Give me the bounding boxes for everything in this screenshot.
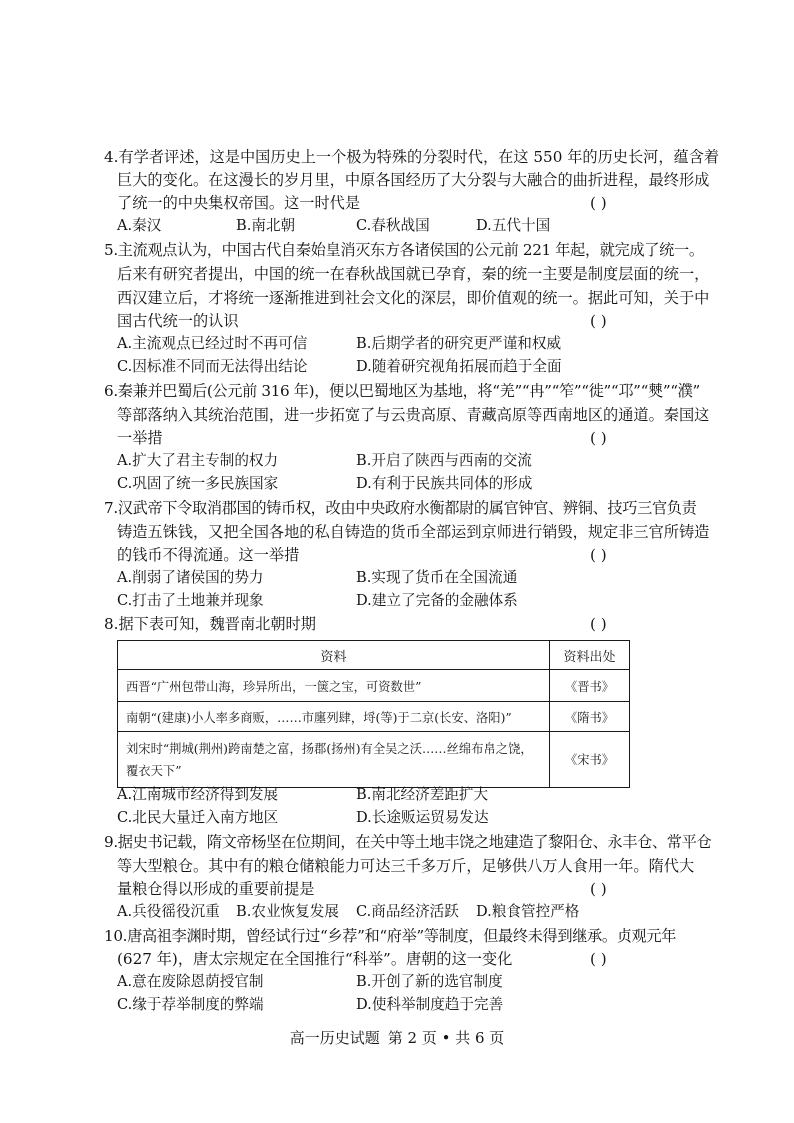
option-c: C.商品经济活跃: [356, 903, 459, 920]
option-c: C.巩固了统一多民族国家: [117, 475, 279, 492]
table-cell-source: 《隋书》: [550, 702, 630, 732]
question-text-line: 10.唐高祖李渊时期，曾经试行过“乡荐”和“府举”等制度，但最终未得到继承。贞观元年: [104, 927, 677, 945]
question-text-line: 4.有学者评述，这是中国历史上一个极为特殊的分裂时代，在这 550 年的历史长河，蕴含着: [104, 148, 720, 166]
table-cell-source: 《宋书》: [550, 732, 630, 788]
answer-paren: ( ): [590, 312, 607, 330]
question-text-line: 后来有研究者提出，中国的统一在春秋战国就已孕育，秦的统一主要是制度层面的统一，: [117, 265, 710, 283]
option-c: C.缘于荐举制度的弊端: [117, 996, 264, 1013]
option-d: D.有利于民族共同体的形成: [356, 475, 533, 492]
option-a: A.秦汉: [117, 217, 162, 234]
answer-paren: ( ): [590, 880, 607, 898]
table-cell-source: 《晋书》: [550, 670, 630, 702]
table-header-source: 资料出处: [550, 641, 630, 670]
option-c: C.春秋战国: [356, 217, 430, 234]
table-cell-material: 刘宋时“荆城(荆州)跨南楚之富，扬郡(扬州)有全吴之沃……丝绵布帛之饶，覆衣天下”: [118, 732, 550, 788]
question-text-line: 9.据史书记载，隋文帝杨坚在位期间，在关中等土地丰饶之地建造了黎阳仓、永丰仓、常平仓: [104, 833, 712, 851]
question-text-line: 了统一的中央集权帝国。这一时代是: [117, 194, 360, 212]
option-a: A.扩大了君主专制的权力: [117, 452, 279, 469]
table-cell-material: 南朝“(建康)小人率多商贩，……市廛列肆，埒(等)于二京(长安、洛阳)”: [118, 702, 550, 732]
option-d: D.粮食管控严格: [476, 903, 580, 920]
option-b: B.实现了货币在全国流通: [356, 569, 518, 586]
question-text-line: 5.主流观点认为，中国古代自秦始皇消灭东方各诸侯国的公元前 221 年起，就完成了统一。: [104, 241, 704, 259]
table-header-material: 资料: [118, 641, 550, 670]
question-text-line: 8.据下表可知，魏晋南北朝时期: [104, 615, 316, 633]
option-d: D.随着研究视角拓展而趋于全面: [356, 358, 562, 375]
question-text-line: 6.秦兼并巴蜀后(公元前 316 年)，便以巴蜀地区为基地，将“羌”“冉”“笮”“徙”“邛”“僰”“濮”: [104, 382, 700, 400]
table-header-row: [118, 641, 630, 670]
answer-paren: ( ): [590, 950, 607, 968]
table-row: [118, 732, 630, 788]
question-text-line: 的钱币不得流通。这一举措: [117, 546, 300, 564]
option-d: D.使科举制度趋于完善: [356, 996, 504, 1013]
option-b: B.后期学者的研究更严谨和权威: [356, 335, 562, 352]
answer-paren: ( ): [590, 546, 607, 564]
question-text-line: 一举措: [117, 429, 163, 447]
option-a: A.兵役徭役沉重: [117, 903, 220, 920]
option-c: C.北民大量迁入南方地区: [117, 809, 279, 826]
answer-paren: ( ): [590, 429, 607, 447]
question-text-line: 国古代统一的认识: [117, 312, 239, 330]
table-cell-material: 西晋“广州包带山海，珍异所出，一箧之宝，可资数世”: [118, 670, 550, 702]
page-number: 第 2 页 • 共 6 页: [387, 1029, 505, 1047]
question-text-line: 等部落纳入其统治范围，进一步拓宽了与云贵高原、青藏高原等西南地区的通道。秦国这: [117, 406, 710, 424]
option-b: B.南北朝: [236, 217, 296, 234]
question-text-line: 7.汉武帝下令取消郡国的铸币权，改由中央政府水衡都尉的属官钟官、辨铜、技巧三官负责: [104, 499, 697, 517]
option-b: B.农业恢复发展: [236, 903, 339, 920]
option-b: B.开启了陕西与西南的交流: [356, 452, 532, 469]
answer-paren: ( ): [590, 194, 607, 212]
exam-title: 高一历史试题: [289, 1029, 380, 1047]
option-d: D.长途贩运贸易发达: [356, 809, 489, 826]
option-c: C.打击了土地兼并现象: [117, 592, 264, 609]
option-d: D.五代十国: [476, 217, 551, 234]
option-a: A.江南城市经济得到发展: [117, 786, 279, 803]
question-text-line: 巨大的变化。在这漫长的岁月里，中原各国经历了大分裂与大融合的曲折进程，最终形成: [117, 171, 710, 189]
question-text-line: 西汉建立后，才将统一逐渐推进到社会文化的深层，即价值观的统一。据此可知，关于中: [117, 289, 710, 307]
table-row: [118, 702, 630, 732]
answer-paren: ( ): [590, 615, 607, 633]
question-text-line: 等大型粮仓。其中有的粮仓储粮能力可达三千多万斤，足够供八万人食用一年。隋代大: [117, 857, 695, 875]
option-a: A.意在废除恩荫授官制: [117, 973, 264, 990]
question-text-line: 量粮仓得以形成的重要前提是: [117, 880, 315, 898]
question-text-line: 铸造五铢钱，又把全国各地的私自铸造的货币全部运到京师进行销毁，规定非三官所铸造: [117, 523, 710, 541]
option-b: B.开创了新的选官制度: [356, 973, 503, 990]
page-footer: [0, 1027, 794, 1048]
option-a: A.主流观点已经过时不再可信: [117, 335, 308, 352]
option-b: B.南北经济差距扩大: [356, 786, 489, 803]
table-row: [118, 670, 630, 702]
option-d: D.建立了完备的金融体系: [356, 592, 518, 609]
option-c: C.因标准不同而无法得出结论: [117, 358, 308, 375]
question-text-line: (627 年)，唐太宗规定在全国推行“科举”。唐朝的这一变化: [117, 950, 513, 968]
option-a: A.削弱了诸侯国的势力: [117, 569, 264, 586]
source-table: [117, 640, 630, 788]
